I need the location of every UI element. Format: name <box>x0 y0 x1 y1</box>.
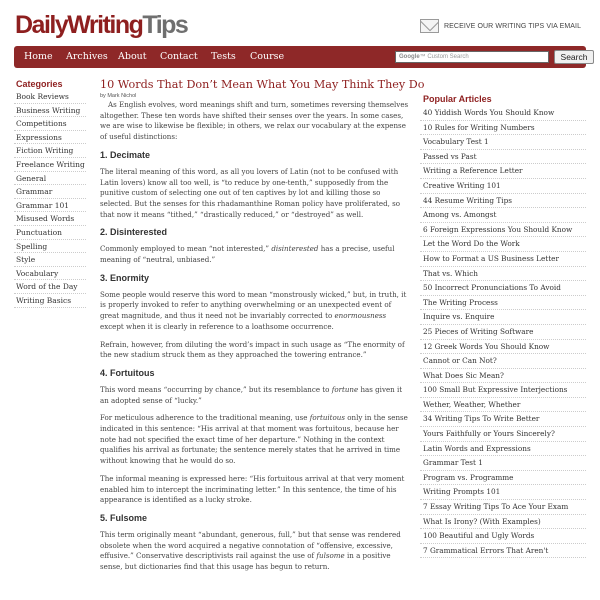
article-paragraph: The informal meaning is expressed here: “His fortuitous arrival at that very moment enabled him to intercept the incriminating letter.” In this sentence, the time of his appearance is identified as a lucky stroke. <box>100 473 405 505</box>
popular-article-link[interactable]: How to Format a US Business Letter <box>420 252 586 267</box>
nav-course[interactable]: Course <box>250 51 285 62</box>
popular-article-link[interactable]: 7 Grammatical Errors That Aren't <box>420 544 586 559</box>
category-link[interactable]: Vocabulary <box>14 267 86 281</box>
popular-article-link[interactable]: Wether, Weather, Whether <box>420 398 586 413</box>
nav-home[interactable]: Home <box>24 51 53 62</box>
popular-article-link[interactable]: Latin Words and Expressions <box>420 442 586 457</box>
popular-article-link[interactable]: What Is Irony? (With Examples) <box>420 515 586 530</box>
popular-articles-heading: Popular Articles <box>423 94 492 104</box>
article-paragraph: Commonly employed to mean “not interested,” disinterested has a precise, useful meaning of “neutral, unbiased.” <box>100 244 395 265</box>
popular-article-link[interactable]: Writing a Reference Letter <box>420 164 586 179</box>
category-link[interactable]: Writing Basics <box>14 294 86 308</box>
popular-article-link[interactable]: 10 Rules for Writing Numbers <box>420 121 586 136</box>
popular-article-link[interactable]: Yours Faithfully or Yours Sincerely? <box>420 427 586 442</box>
search-brand: Google <box>399 54 420 60</box>
nav-tests[interactable]: Tests <box>211 51 236 62</box>
popular-article-link[interactable]: Let the Word Do the Work <box>420 237 586 252</box>
category-link[interactable]: Grammar <box>14 185 86 199</box>
category-link[interactable]: Fiction Writing <box>14 144 86 158</box>
mail-icon <box>420 19 439 33</box>
article-paragraph: Refrain, however, from diluting the word’s impact in such usage as “The enormity of the new stadium struck them as they approached the towering entrance.” <box>100 339 405 360</box>
nav-about[interactable]: About <box>118 51 147 62</box>
category-link[interactable]: Grammar 101 <box>14 199 86 213</box>
category-link[interactable]: Misused Words <box>14 212 86 226</box>
popular-article-link[interactable]: 12 Greek Words You Should Know <box>420 340 586 355</box>
article-paragraph: Some people would reserve this word to mean “monstrously wicked,” but, in truth, it is properly invoked to refer to anything overwhelming or an unexpected event of great magnitude, and thus it need not be invariably corrected to enormousness except when it is clearly in reference to a loathsome occurrence. <box>100 289 407 331</box>
category-link[interactable]: Style <box>14 253 86 267</box>
article-paragraph: This word means “occurring by chance,” but its resemblance to fortune has given it an adopted sense of “lucky.” <box>100 384 403 405</box>
category-link[interactable]: Business Writing <box>14 104 86 118</box>
popular-article-link[interactable]: Program vs. Programme <box>420 471 586 486</box>
popular-article-link[interactable]: 44 Resume Writing Tips <box>420 194 586 209</box>
article-intro: As English evolves, word meanings shift and turn, sometimes reversing themselves altogether. These ten words have shifted their senses over the years. In some cases, we are wise to likewise be flexible; in others, we relax our vocabulary at the expense of useful distinctions: <box>100 100 409 142</box>
search-button[interactable]: Search <box>554 50 594 64</box>
popular-article-link[interactable]: The Writing Process <box>420 296 586 311</box>
section-heading: 3. Enormity <box>100 272 150 283</box>
logo-text-secondary: Tips <box>142 11 188 39</box>
category-link[interactable]: Freelance Writing <box>14 158 86 172</box>
popular-article-link[interactable]: 100 Small But Expressive Interjections <box>420 383 586 398</box>
popular-article-link[interactable]: Creative Writing 101 <box>420 179 586 194</box>
category-link[interactable]: Expressions <box>14 131 86 145</box>
article-author: by Mark Nichol <box>100 93 137 99</box>
popular-article-link[interactable]: 50 Incorrect Pronunciations To Avoid <box>420 281 586 296</box>
popular-article-link[interactable]: Cannot or Can Not? <box>420 354 586 369</box>
nav-archives[interactable]: Archives <box>66 51 108 62</box>
popular-article-link[interactable]: Passed vs Past <box>420 150 586 165</box>
popular-article-link[interactable]: Inquire vs. Enquire <box>420 310 586 325</box>
popular-article-link[interactable]: 7 Essay Writing Tips To Ace Your Exam <box>420 500 586 515</box>
popular-articles-list <box>420 106 586 558</box>
email-subscribe-link[interactable] <box>420 19 581 33</box>
categories-list <box>14 90 86 308</box>
category-link[interactable]: Punctuation <box>14 226 86 240</box>
category-link[interactable]: Word of the Day <box>14 280 86 294</box>
popular-article-link[interactable]: Vocabulary Test 1 <box>420 135 586 150</box>
popular-article-link[interactable]: 100 Beautiful and Ugly Words <box>420 529 586 544</box>
section-heading: 1. Decimate <box>100 149 151 160</box>
nav-contact[interactable]: Contact <box>160 51 198 62</box>
section-heading: 5. Fulsome <box>100 512 148 523</box>
popular-article-link[interactable]: Writing Prompts 101 <box>420 485 586 500</box>
category-link[interactable]: General <box>14 172 86 186</box>
section-heading: 4. Fortuitous <box>100 367 155 378</box>
category-link[interactable]: Book Reviews <box>14 90 86 104</box>
subscribe-label: RECEIVE OUR WRITING TIPS VIA EMAIL <box>444 22 582 30</box>
popular-article-link[interactable]: 25 Pieces of Writing Software <box>420 325 586 340</box>
article-title[interactable]: 10 Words That Don’t Mean What You May Think They Do <box>100 78 425 91</box>
article-paragraph: The literal meaning of this word, as all you lovers of Latin (not to be confused with Latin lovers) know all too well, is “to reduce by one-tenth,” supposedly from the punitive custom of selecting one out of ten captives by lot and killing those so selected. But the senses for this rhadamanthine Roman policy have proliferated, so that now it means “tithed,” “drastically reduced,” or “destroyed” as well. <box>100 166 401 219</box>
main-nav <box>14 46 586 68</box>
article-paragraph: This term originally meant “abundant, generous, full,” but that sense was rendered obsolete when the word acquired a negative connotation of “offensive, excessive, effusive.” Conservative descriptivists rail against the use of fulsome in a positive sense, but dictionaries find that this usage has begun to return. <box>100 529 401 572</box>
article <box>100 78 425 580</box>
logo-text-primary: DailyWriting <box>15 11 143 39</box>
category-link[interactable]: Spelling <box>14 240 86 254</box>
popular-article-link[interactable]: 6 Foreign Expressions You Should Know <box>420 223 586 238</box>
popular-article-link[interactable]: Among vs. Amongst <box>420 208 586 223</box>
popular-article-link[interactable]: 40 Yiddish Words You Should Know <box>420 106 586 121</box>
popular-article-link[interactable]: That vs. Which <box>420 267 586 282</box>
article-paragraph: For meticulous adherence to the traditional meaning, use fortuitous only in the sense indicated in this sentence: “His arrival at that moment was fortuitous, because her note had not specified the exact time of her departure.” Nothing in the context qualifies his arrival as fortunate; the sentence merely states that he arrived in time without knowing that he would do so. <box>100 413 408 466</box>
section-heading: 2. Disinterested <box>100 227 168 238</box>
site-logo[interactable] <box>15 11 187 39</box>
categories-heading: Categories <box>16 79 63 89</box>
search-placeholder: Custom Search <box>427 54 469 60</box>
category-link[interactable]: Competitions <box>14 117 86 131</box>
popular-article-link[interactable]: 34 Writing Tips To Write Better <box>420 412 586 427</box>
popular-article-link[interactable]: What Does Sic Mean? <box>420 369 586 384</box>
search-input[interactable]: Google™ Custom Search <box>395 51 549 63</box>
popular-article-link[interactable]: Grammar Test 1 <box>420 456 586 471</box>
